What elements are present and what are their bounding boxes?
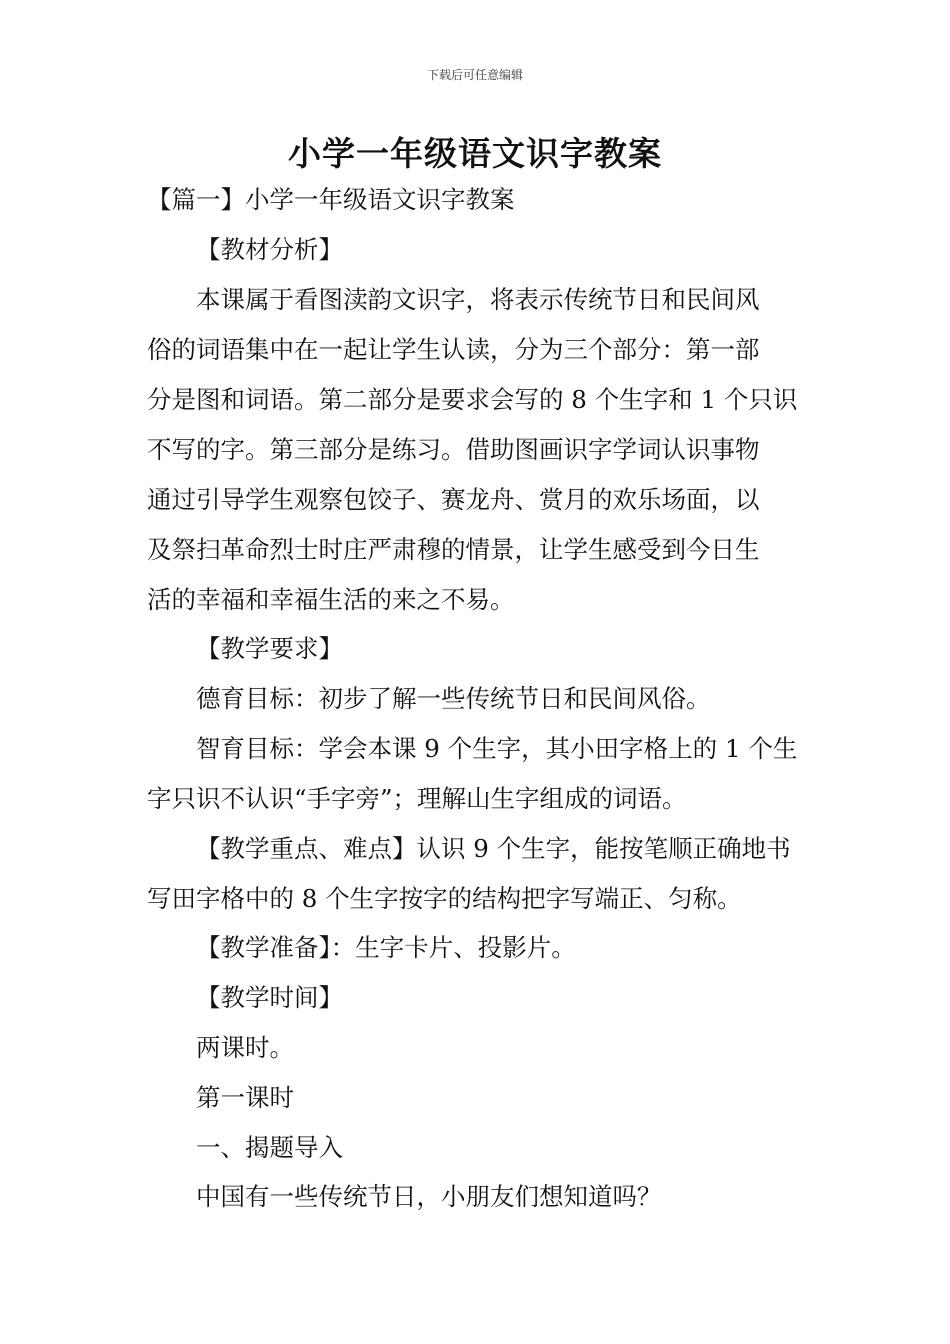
paragraph-line: 德育目标：初步了解一些传统节日和民间风俗。 [196, 684, 711, 713]
paragraph-line: 写田字格中的 8 个生字按字的结构把字写端正、匀称。 [147, 884, 742, 913]
header-note: 下载后可任意编辑 [426, 68, 523, 82]
paragraph-line: 通过引导学生观察包饺子、赛龙舟、赏月的欢乐场面，以 [147, 485, 760, 514]
paragraph-line: 俗的词语集中在一起让学生认读，分为三个部分：第一部 [147, 335, 760, 364]
paragraph-line: 【教学时间】 [196, 983, 343, 1012]
paragraph-line: 中国有一些传统节日，小朋友们想知道吗？ [196, 1182, 662, 1211]
paragraph-line: 及祭扫革命烈士时庄严肃穆的情景，让学生感受到今日生 [147, 535, 760, 564]
paragraph-line: 智育目标：学会本课 9 个生字，其小田字格上的 1 个生 [196, 734, 798, 763]
paragraph-line: 两课时。 [196, 1033, 294, 1062]
paragraph-line: 字只识不认识“手字旁”；理解山生字组成的词语。 [147, 784, 687, 813]
paragraph-line: 第一课时 [196, 1083, 294, 1112]
paragraph-line: 【教学重点、难点】认识 9 个生字，能按笔顺正确地书 [196, 834, 791, 863]
paragraph-line: 【教学准备】：生字卡片、投影片。 [196, 933, 576, 962]
paragraph-line: 【教学要求】 [196, 634, 343, 663]
paragraph-line: 一、揭题导入 [196, 1133, 343, 1162]
paragraph-line: 不写的字。第三部分是练习。借助图画识字学词认识事物 [147, 435, 760, 464]
paragraph-line: 活的幸福和幸福生活的来之不易。 [147, 585, 515, 614]
paragraph-line: 【篇一】小学一年级语文识字教案 [147, 185, 515, 214]
page-title: 小学一年级语文识字教案 [288, 134, 662, 173]
paragraph-line: 【教材分析】 [196, 235, 343, 264]
paragraph-line: 分是图和词语。第二部分是要求会写的 8 个生字和 1 个只识 [147, 385, 798, 414]
paragraph-line: 本课属于看图渎韵文识字，将表示传统节日和民间风 [196, 285, 760, 314]
